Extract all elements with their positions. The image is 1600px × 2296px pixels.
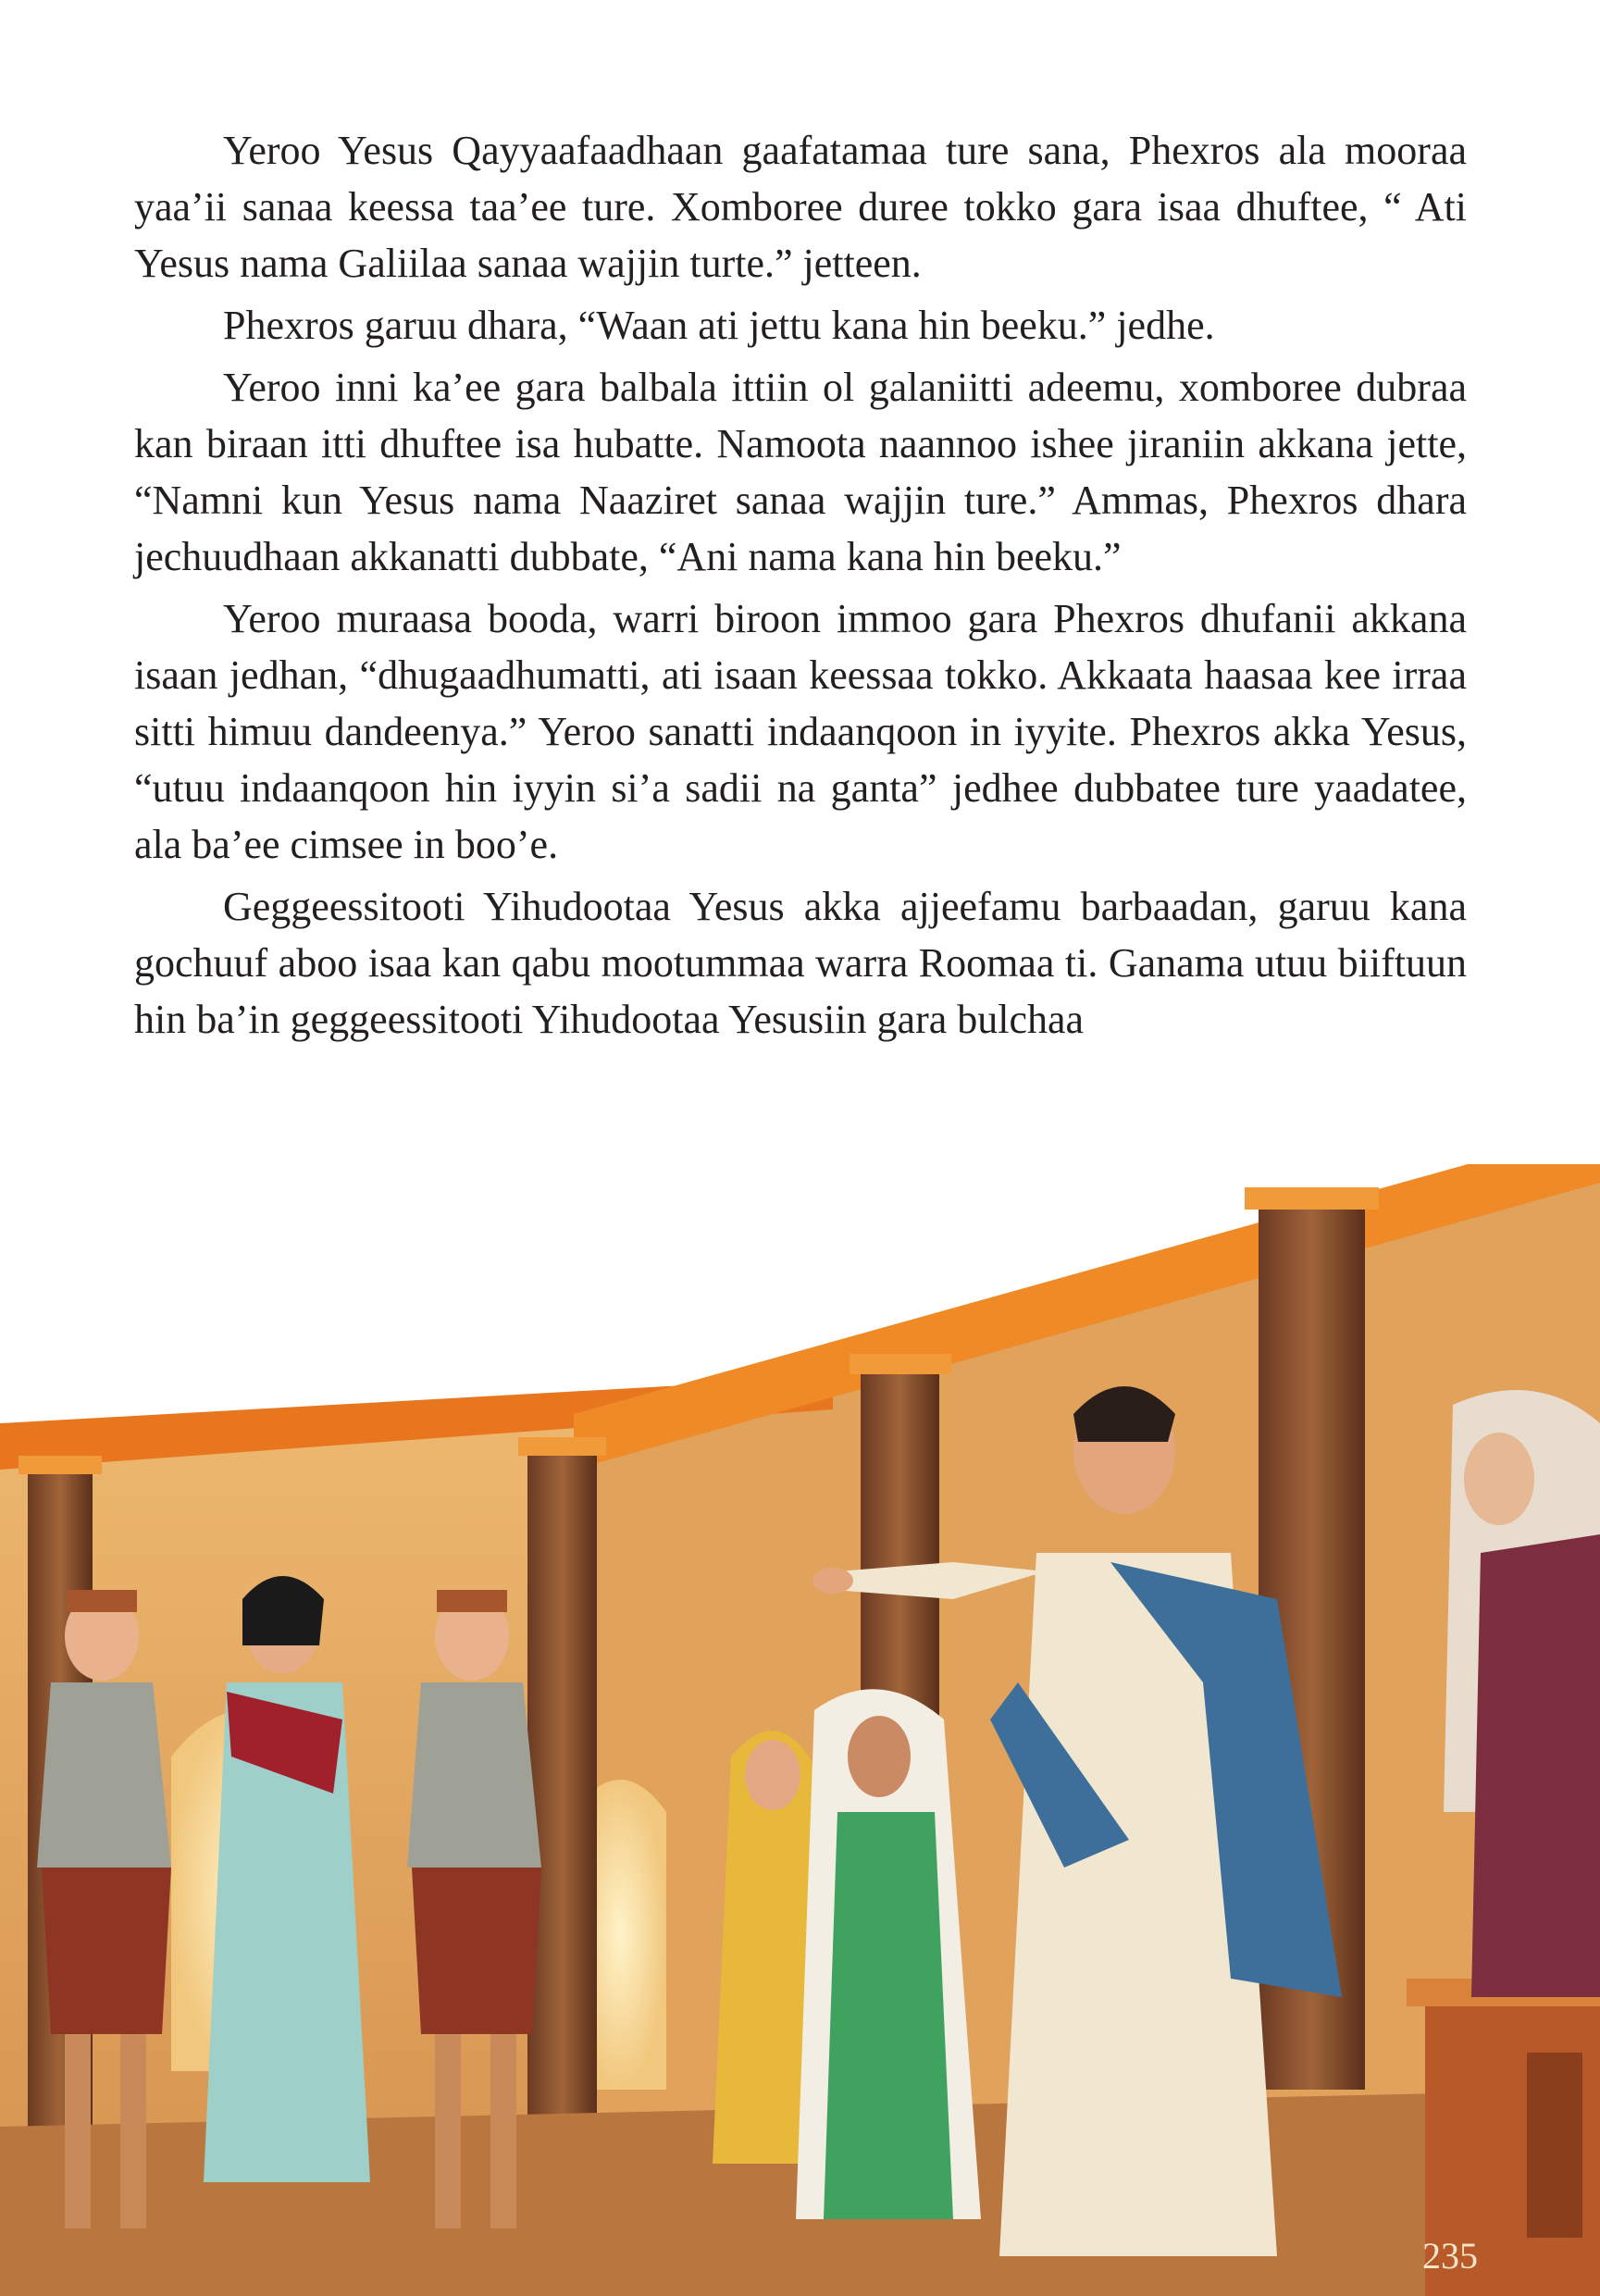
trial-illustration [0,1164,1600,2296]
paragraph-1: Yeroo Yesus Qayyaafaadhaan gaafatamaa ture sana, Phexros ala mooraa yaa’ii sanaa keessa taa’ee ture. Xomboree duree tokko gara isaa dhuftee, “ Ati Yesus nama Galiilaa sanaa wajjin turte.” jetteen. [134,128,1467,286]
page-number: 235 [1422,2235,1478,2277]
paragraph-5: Geggeessitooti Yihudootaa Yesus akka ajjeefamu barbaadan, garuu kana gochuuf aboo isaa kan qabu mootummaa warra Roomaa ti. Ganama utuu biiftuun hin ba’in geggeessitooti Yihudootaa Yesusiin gara bulchaa [134,884,1467,1042]
body-text [134,122,1467,1053]
paragraph-3: Yeroo inni ka’ee gara balbala ittiin ol galaniitti adeemu, xomboree dubraa kan biraan itti dhuftee isa hubatte. Namoota naannoo ishee jiraniin akkana jette, “Namni kun Yesus nama Naaziret sanaa wajjin ture.” Ammas, Phexros dhara jechuudhaan akkanatti dubbate, “Ani nama kana hin beeku.” [134,365,1467,579]
paragraph-2: Phexros garuu dhara, “Waan ati jettu kana hin beeku.” jedhe. [223,303,1215,348]
paragraph-4: Yeroo muraasa booda, warri biroon immoo gara Phexros dhufanii akkana isaan jedhan, “dhugaadhumatti, ati isaan keessaa tokko. Akkaata haasaa kee irraa sitti himuu dandeenya.” Yeroo sanatti indaanqoon in iyyite. Phexros akka Yesus, “utuu indaanqoon hin iyyin si’a sadii na ganta” jedhee dubbatee ture yaadatee, ala ba’ee cimsee in boo’e. [134,596,1467,867]
